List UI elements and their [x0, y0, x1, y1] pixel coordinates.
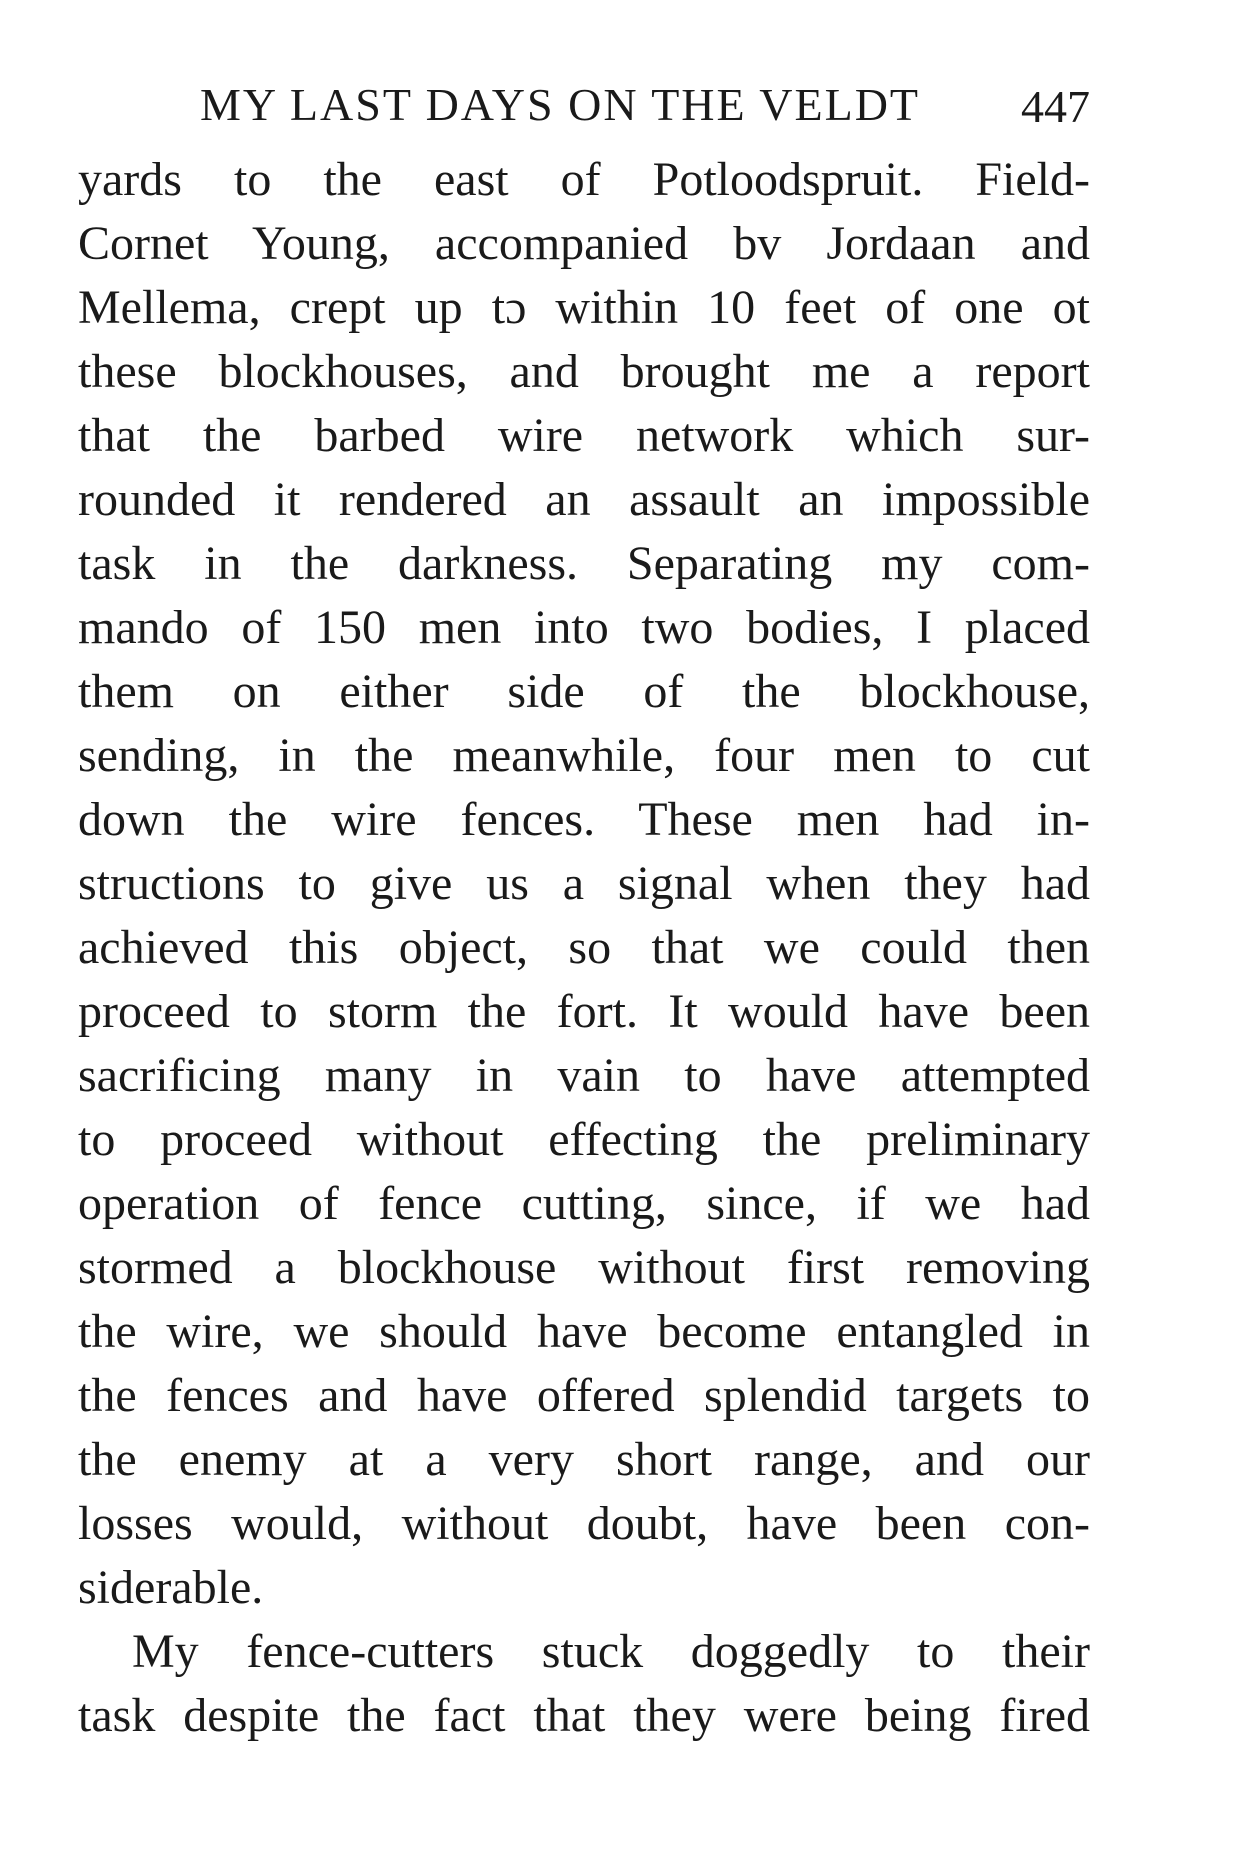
text-line: siderable. — [78, 1561, 264, 1614]
text-line: yards to the east of Potloodspruit. Field- — [78, 153, 1090, 206]
running-title: MY LAST DAYS ON THE VELDT — [200, 79, 921, 130]
text-line: to proceed without effecting the preliminary — [78, 1113, 1090, 1166]
text-line: proceed to storm the fort. It would have been — [78, 985, 1090, 1038]
text-line: the enemy at a very short range, and our — [78, 1433, 1090, 1486]
text-line: achieved this object, so that we could then — [78, 921, 1090, 974]
text-line: task in the darkness. Separating my com- — [78, 537, 1090, 590]
text-line: the wire, we should have become entangled in — [78, 1305, 1090, 1358]
text-line: rounded it rendered an assault an impossible — [78, 473, 1090, 526]
text-line: them on either side of the blockhouse, — [78, 665, 1090, 718]
body-text — [78, 148, 1090, 1748]
text-line: stormed a blockhouse without first removing — [78, 1241, 1090, 1294]
text-line: Mellema, crept up tɔ within 10 feet of one ot — [78, 281, 1090, 334]
text-line: mando of 150 men into two bodies, I placed — [78, 601, 1090, 654]
text-line: sending, in the meanwhile, four men to cut — [78, 729, 1090, 782]
text-line: operation of fence cutting, since, if we had — [78, 1177, 1090, 1230]
paragraph-2 — [78, 1620, 1090, 1748]
text-line: structions to give us a signal when they had — [78, 857, 1090, 910]
text-line: the fences and have offered splendid targets to — [78, 1369, 1090, 1422]
text-line: My fence-cutters stuck doggedly to their — [132, 1625, 1090, 1678]
text-line: that the barbed wire network which sur- — [78, 409, 1090, 462]
paragraph-1 — [78, 148, 1090, 1620]
text-line: down the wire fences. These men had in- — [78, 793, 1090, 846]
text-line: losses would, without doubt, have been con- — [78, 1497, 1090, 1550]
text-line: Cornet Young, accompanied bv Jordaan and — [78, 217, 1090, 270]
text-line: task despite the fact that they were being fired — [78, 1689, 1090, 1742]
text-line: these blockhouses, and brought me a report — [78, 345, 1090, 398]
text-line: sacrificing many in vain to have attempted — [78, 1049, 1090, 1102]
running-head — [80, 78, 1090, 138]
page-number: 447 — [1021, 81, 1090, 132]
